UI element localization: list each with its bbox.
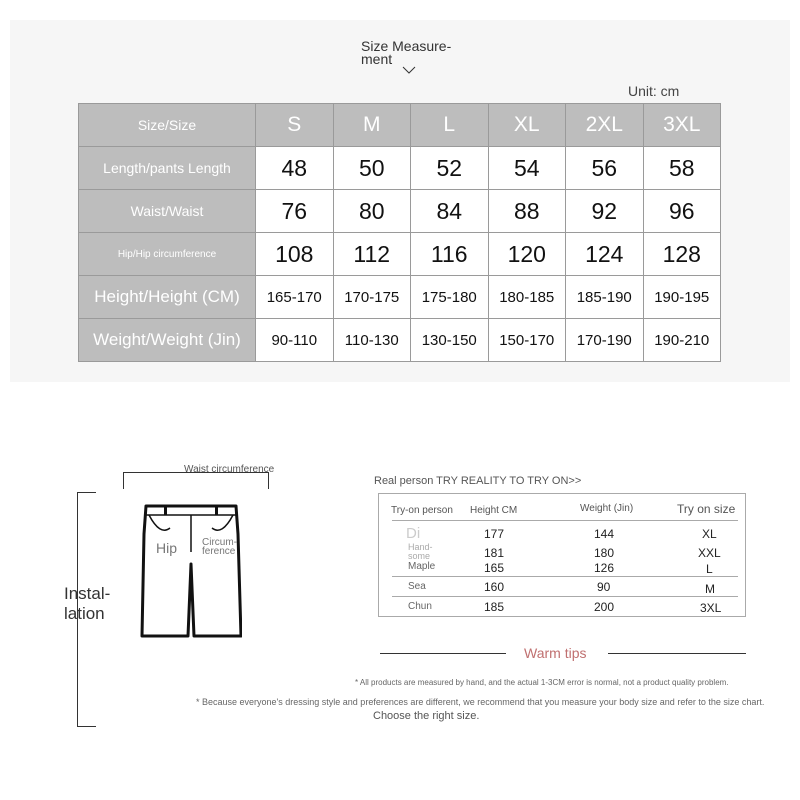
person-name: Hand- some xyxy=(408,542,433,561)
table-cell: 130-150 xyxy=(411,319,489,362)
size-header: 2XL xyxy=(566,104,644,147)
chevron-down-icon xyxy=(402,66,416,75)
row-label: Waist/Waist xyxy=(79,190,256,233)
table-cell: 110-130 xyxy=(333,319,411,362)
table-cell: 120 xyxy=(488,233,566,276)
table-cell: 144 xyxy=(594,527,615,541)
page-title: Size Measure- ment xyxy=(361,38,452,67)
table-cell: XXL xyxy=(698,546,721,560)
note-text: * All products are measured by hand, and the actual 1-3CM error is normal, not a product quality problem. xyxy=(355,678,729,687)
table-cell: 76 xyxy=(256,190,334,233)
size-header: XL xyxy=(488,104,566,147)
size-corner-label: Size/Size xyxy=(79,104,256,147)
warm-tips-title: Warm tips xyxy=(524,645,587,661)
table-row xyxy=(79,276,721,319)
table-cell: 190-210 xyxy=(643,319,721,362)
hip-label: Hip xyxy=(156,540,178,556)
person-name: Di xyxy=(406,525,421,542)
table-cell: 96 xyxy=(643,190,721,233)
table-cell: 112 xyxy=(333,233,411,276)
table-cell: 180 xyxy=(594,546,615,560)
table-row xyxy=(79,190,721,233)
table-row xyxy=(79,319,721,362)
table-cell: 126 xyxy=(594,561,615,575)
table-cell: 116 xyxy=(411,233,489,276)
table-cell: 180-185 xyxy=(488,276,566,319)
column-header: Try on size xyxy=(677,502,736,516)
table-cell: 165-170 xyxy=(256,276,334,319)
table-cell: 56 xyxy=(566,147,644,190)
table-cell: L xyxy=(706,562,713,576)
size-table xyxy=(78,103,721,362)
person-name: Maple xyxy=(408,561,436,572)
table-cell: 92 xyxy=(566,190,644,233)
pants-icon xyxy=(140,502,242,640)
table-cell: 3XL xyxy=(700,601,722,615)
table-cell: 200 xyxy=(594,600,615,614)
table-cell: 48 xyxy=(256,147,334,190)
person-name: Chun xyxy=(408,601,432,612)
column-header: Weight (Jin) xyxy=(580,503,634,514)
unit-label: Unit: cm xyxy=(628,83,680,99)
table-cell: 181 xyxy=(484,546,505,560)
table-cell: 170-175 xyxy=(333,276,411,319)
table-cell: 150-170 xyxy=(488,319,566,362)
note-text: Choose the right size. xyxy=(373,710,480,722)
table-cell: 80 xyxy=(333,190,411,233)
table-cell: 170-190 xyxy=(566,319,644,362)
table-cell: 185 xyxy=(484,600,505,614)
table-cell: XL xyxy=(702,527,717,541)
divider xyxy=(380,653,506,654)
table-cell: 185-190 xyxy=(566,276,644,319)
table-cell: 108 xyxy=(256,233,334,276)
column-header: Height CM xyxy=(470,505,518,516)
size-header-row xyxy=(79,104,721,147)
divider xyxy=(392,520,738,521)
table-cell: 54 xyxy=(488,147,566,190)
table-cell: 165 xyxy=(484,561,505,575)
size-header: S xyxy=(256,104,334,147)
table-cell: 90-110 xyxy=(256,319,334,362)
table-cell: 50 xyxy=(333,147,411,190)
table-cell: 160 xyxy=(484,580,505,594)
divider xyxy=(392,576,738,577)
table-cell: M xyxy=(705,582,715,596)
table-cell: 124 xyxy=(566,233,644,276)
person-name: Sea xyxy=(408,581,426,592)
size-header: L xyxy=(411,104,489,147)
waist-label: Waist circumference xyxy=(184,464,275,475)
row-label: Hip/Hip circumference xyxy=(79,233,256,276)
row-label: Weight/Weight (Jin) xyxy=(79,319,256,362)
table-cell: 190-195 xyxy=(643,276,721,319)
try-on-title: Real person TRY REALITY TO TRY ON>> xyxy=(374,475,582,487)
table-cell: 175-180 xyxy=(411,276,489,319)
divider xyxy=(392,596,738,597)
table-cell: 52 xyxy=(411,147,489,190)
divider xyxy=(608,653,746,654)
size-header: 3XL xyxy=(643,104,721,147)
table-cell: 88 xyxy=(488,190,566,233)
size-header: M xyxy=(333,104,411,147)
row-label: Length/pants Length xyxy=(79,147,256,190)
column-header: Try-on person xyxy=(391,505,453,516)
circumference-label: Circum- ference xyxy=(202,537,237,557)
table-cell: 58 xyxy=(643,147,721,190)
table-row xyxy=(79,147,721,190)
table-cell: 177 xyxy=(484,527,505,541)
table-cell: 84 xyxy=(411,190,489,233)
table-cell: 128 xyxy=(643,233,721,276)
note-text: * Because everyone's dressing style and preferences are different, we recommend that you measure your body size and refer to the size chart. xyxy=(196,697,765,707)
row-label: Height/Height (CM) xyxy=(79,276,256,319)
table-row xyxy=(79,233,721,276)
installation-label: Instal- lation xyxy=(64,584,111,623)
table-cell: 90 xyxy=(597,580,611,594)
